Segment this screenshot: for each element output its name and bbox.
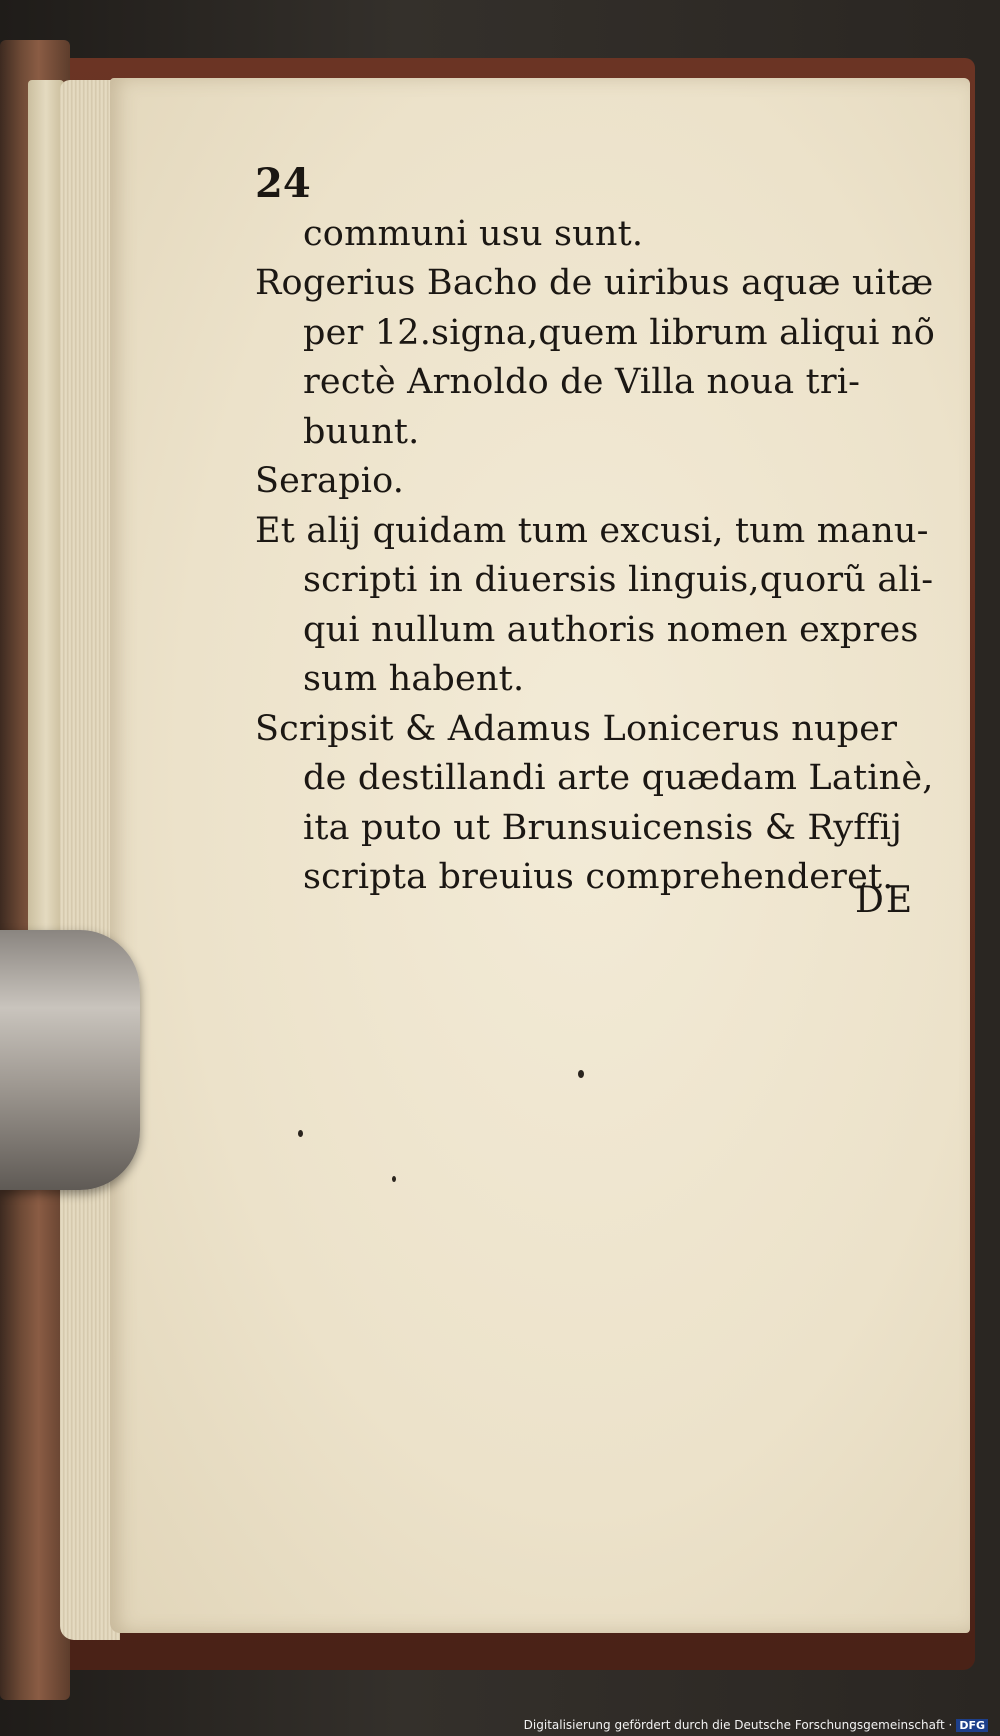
footer-text: Digitalisierung gefördert durch die Deutsche Forschungsgemeinschaft · — [523, 1718, 953, 1732]
ink-fleck — [298, 1130, 303, 1137]
digitization-credit — [524, 1718, 988, 1732]
ink-fleck — [392, 1176, 396, 1182]
text-line: Rogerius Bacho de uiribus aquæ uitæ — [255, 263, 934, 303]
text-line: de destillandi arte quædam Latinè, — [303, 758, 934, 798]
page-number: 24 — [255, 160, 311, 207]
dfg-logo: DFG — [956, 1719, 988, 1732]
text-line: buunt. — [303, 412, 420, 452]
text-line: Scripsit & Adamus Lonicerus nuper — [255, 709, 898, 749]
text-line: qui nullum authoris nomen expres — [303, 610, 919, 650]
thumb-clip — [0, 930, 140, 1190]
text-line: rectè Arnoldo de Villa noua tri- — [303, 362, 861, 402]
spine-label — [28, 80, 64, 1040]
ink-fleck — [578, 1070, 584, 1078]
text-line: Et alij quidam tum excusi, tum manu- — [255, 511, 929, 551]
text-line: scripta breuius comprehenderet. — [303, 857, 894, 897]
text-line: sum habent. — [303, 659, 525, 699]
text-line: ita puto ut Brunsuicensis & Ryffij — [303, 808, 903, 848]
catchword: DE — [855, 880, 915, 921]
text-line: Serapio. — [255, 461, 405, 501]
text-line: per 12.signa,quem librum aliqui nõ — [303, 313, 936, 353]
text-line: scripti in diuersis linguis,quorũ ali- — [303, 560, 934, 600]
book-page — [110, 78, 970, 1633]
text-line: communi usu sunt. — [303, 214, 644, 254]
